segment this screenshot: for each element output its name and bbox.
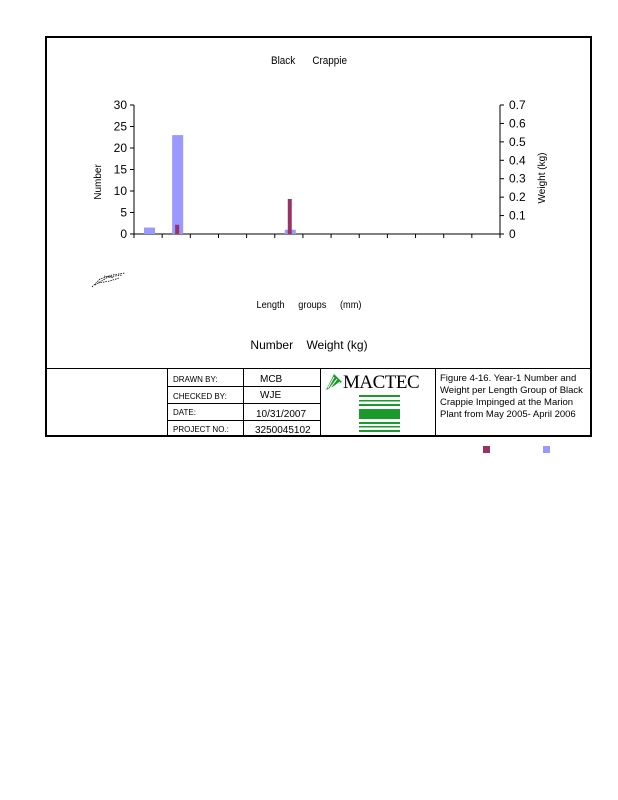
- y-tick-label: 25: [113, 119, 127, 134]
- chart-bars: [144, 135, 296, 234]
- y2-tick-label: 0.5: [509, 134, 526, 149]
- y2-tick-label: 0.3: [509, 171, 526, 186]
- tb-row-line-1: [167, 386, 320, 387]
- y2-tick-label: 0: [509, 227, 516, 241]
- bar-number: [144, 228, 155, 234]
- date-label: DATE:: [173, 408, 196, 417]
- bar-number: [172, 135, 183, 234]
- scribble-mark: [92, 273, 125, 287]
- legend-number-swatch: [543, 446, 550, 453]
- x-axis-title: Length groups (mm): [256, 300, 362, 311]
- title-block-top-line: [46, 368, 592, 369]
- legend-weight-swatch: [483, 446, 490, 453]
- legend-weight-label: Weight (kg): [306, 338, 368, 352]
- date-value: 10/31/2007: [256, 409, 307, 420]
- checked-by-value: WJE: [260, 390, 282, 401]
- y-tick-label: 30: [113, 98, 127, 112]
- tb-row-line-2: [167, 403, 320, 404]
- chart-ticks: [93, 98, 548, 241]
- company-stripes-logo: [359, 395, 401, 435]
- tb-divider-4: [435, 368, 436, 437]
- drawn-by-value: MCB: [260, 374, 283, 385]
- y2-tick-label: 0.2: [509, 190, 526, 205]
- y2-tick-label: 0.6: [509, 116, 526, 131]
- tb-divider-3: [320, 368, 321, 437]
- chart-axes: [134, 105, 500, 234]
- y-axis-title: Number: [93, 164, 104, 200]
- figure-caption: Figure 4-16. Year-1 Number and Weight per Length Group of Black Crappie Impinged at the Marion Plant from May 2005- April 2006: [440, 373, 583, 420]
- checked-by-label: CHECKED BY:: [173, 392, 227, 401]
- y-tick-label: 10: [113, 184, 127, 198]
- y-tick-label: 5: [120, 205, 127, 220]
- y2-tick-label: 0.4: [509, 153, 526, 168]
- drawn-by-label: DRAWN BY:: [173, 375, 218, 384]
- bar-weight: [175, 225, 179, 234]
- legend-number-label: Number: [250, 338, 294, 352]
- mactec-leaf-icon: [324, 372, 344, 392]
- chart-title: Black Crappie: [270, 55, 348, 67]
- project-no-label: PROJECT NO.:: [173, 425, 229, 434]
- y-tick-label: 15: [113, 162, 127, 177]
- company-logo: MACTEC: [343, 372, 420, 393]
- y2-tick-label: 0.7: [509, 98, 526, 112]
- bar-weight: [288, 199, 292, 234]
- y-tick-label: 0: [120, 227, 127, 241]
- tb-row-line-3: [167, 420, 320, 421]
- y-tick-label: 20: [113, 141, 127, 155]
- y2-tick-label: 0.1: [509, 208, 526, 223]
- y2-axis-title: Weight (kg): [537, 152, 548, 204]
- legend: [0, 338, 618, 352]
- project-no-value: 3250045102: [255, 425, 311, 436]
